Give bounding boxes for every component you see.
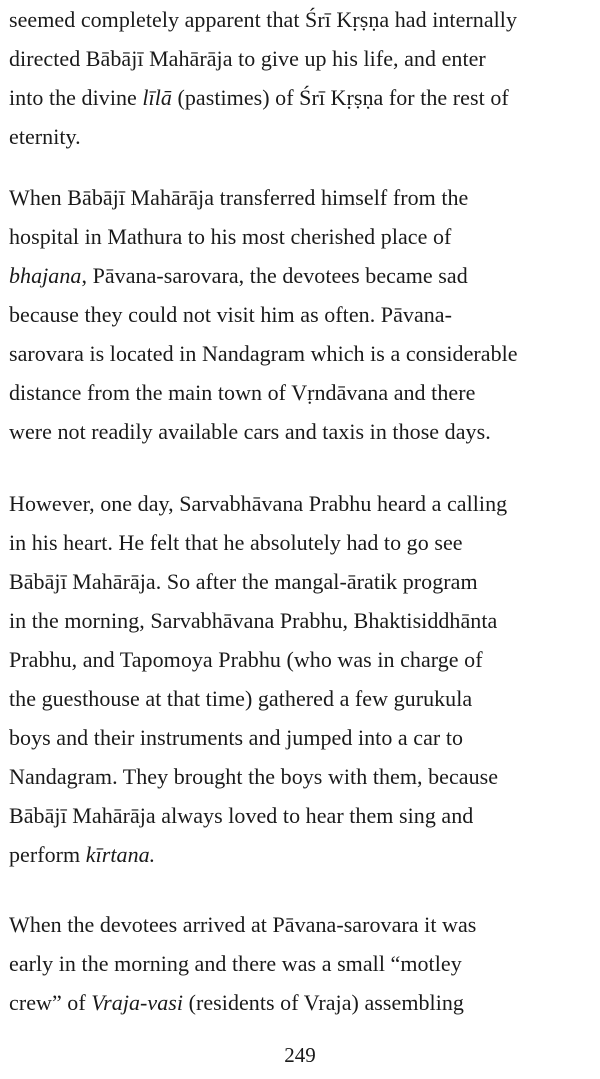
text-line [9,835,594,874]
text-line [9,562,594,601]
page-number: 249 [284,1043,316,1067]
text-line [9,78,594,117]
text-run: hospital in Mathura to his most cherished place of [9,224,452,249]
text-run: Prabhu, and Tapomoya Prabhu (who was in charge of [9,647,483,672]
text-line [9,601,594,640]
text-run: However, one day, Sarvabhāvana Prabhu heard a calling [9,491,508,516]
text-run: directed Bābājī Mahārāja to give up his life, and enter [9,46,486,71]
text-line [9,0,594,39]
paragraph [9,0,594,156]
text-line [9,256,594,295]
text-line [9,334,594,373]
text-line [9,373,594,412]
text-run: crew” of [9,990,92,1015]
text-line [9,39,594,78]
italic-text-run: kīrtana. [85,842,156,867]
text-run: (pastimes) of Śrī Kṛṣṇa for the rest of [171,85,509,110]
text-run: into the divine [9,85,143,110]
text-line [9,905,594,944]
text-line [9,640,594,679]
italic-text-run: Vraja-vasi [91,990,184,1015]
text-run: sarovara is located in Nandagram which is a considerable [9,341,518,366]
italic-text-run: bhajana [9,263,82,288]
text-line [9,679,594,718]
text-run: early in the morning and there was a small “motley [9,951,462,976]
text-run: were not readily available cars and taxis in those days. [9,419,491,444]
text-line [9,796,594,835]
text-line [9,523,594,562]
text-run: boys and their instruments and jumped into a car to [9,725,464,750]
text-run: Bābājī Mahārāja. So after the mangal-āratik program [9,569,478,594]
text-line [9,757,594,796]
text-run: When Bābājī Mahārāja transferred himself from the [9,185,469,210]
text-run: perform [9,842,86,867]
text-run: the guesthouse at that time) gathered a few gurukula [9,686,473,711]
text-run: in the morning, Sarvabhāvana Prabhu, Bhaktisiddhānta [9,608,498,633]
paragraph [9,905,594,1022]
text-run: Bābājī Mahārāja always loved to hear them sing and [9,803,474,828]
text-line [9,217,594,256]
text-run: because they could not visit him as often. Pāvana- [9,302,452,327]
text-line [9,983,594,1022]
text-run: seemed completely apparent that Śrī Kṛṣṇa had internally [9,7,518,32]
text-line [9,718,594,757]
text-run: , Pāvana-sarovara, the devotees became sad [81,263,468,288]
text-line [9,117,594,156]
text-run: eternity. [9,124,81,149]
paragraph [9,178,594,451]
text-line [9,295,594,334]
italic-text-run: līlā [142,85,172,110]
text-line [9,412,594,451]
text-line [9,178,594,217]
text-run: (residents of Vraja) assembling [183,990,464,1015]
text-line [9,484,594,523]
text-run: Nandagram. They brought the boys with them, because [9,764,499,789]
paragraph [9,484,594,874]
text-run: When the devotees arrived at Pāvana-sarovara it was [9,912,477,937]
text-run: in his heart. He felt that he absolutely had to go see [9,530,463,555]
text-run: distance from the main town of Vṛndāvana and there [9,380,476,405]
text-line [9,944,594,983]
